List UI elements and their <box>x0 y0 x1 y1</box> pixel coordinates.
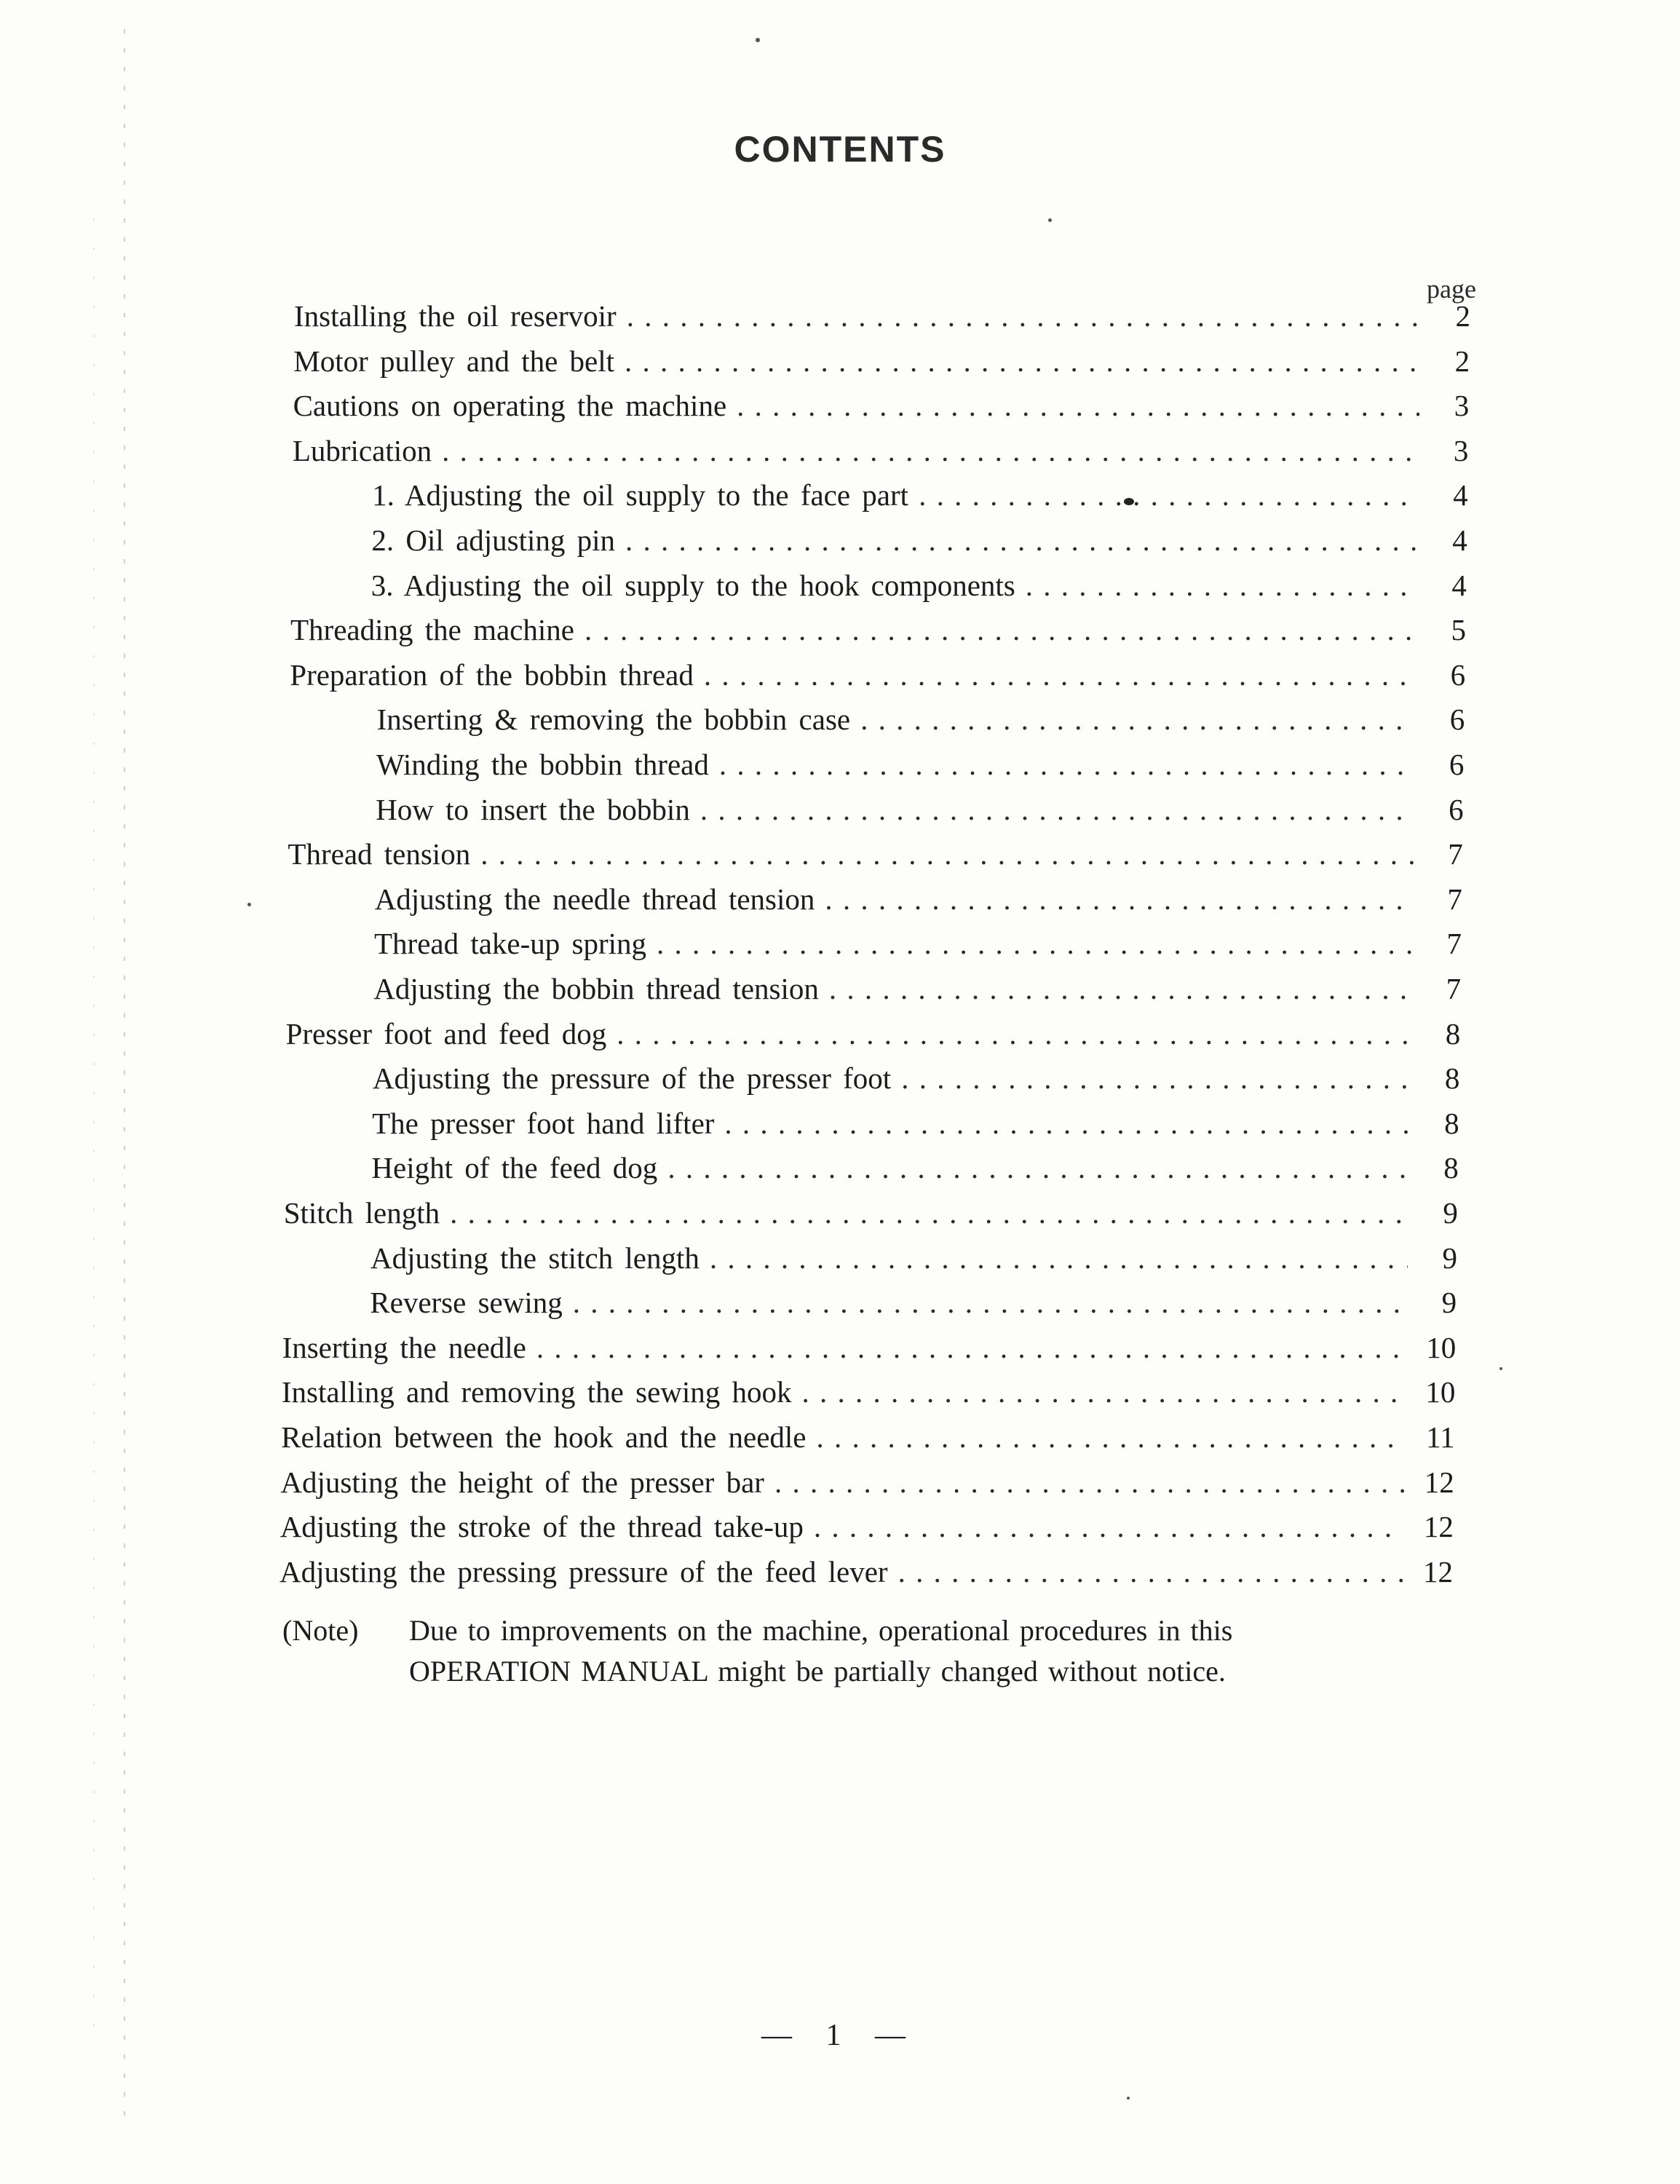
toc-leader-dots <box>898 1554 1403 1589</box>
toc-leader-dots <box>442 433 1419 468</box>
toc-leader-dots <box>860 702 1415 737</box>
scan-speck <box>1048 218 1052 222</box>
toc-entry-page: 7 <box>1446 972 1462 1005</box>
note-text: Due to improvements on the machine, operational procedures in this OPERATION MANUAL might be partially changed without notice. <box>409 1614 1233 1688</box>
toc-entry-label: Relation between the hook and the needle <box>281 1420 807 1454</box>
toc-entry-page: 9 <box>1442 1241 1457 1275</box>
toc-entry-label: Adjusting the pressing pressure of the feed lever <box>280 1554 888 1588</box>
toc-entry-page: 9 <box>1441 1286 1457 1320</box>
toc-entry <box>371 568 1467 609</box>
toc-entry-page: 10 <box>1425 1375 1456 1409</box>
scan-speck <box>1124 498 1134 505</box>
toc-leader-dots <box>617 1016 1411 1051</box>
toc-entry-label: Adjusting the bobbin thread tension <box>373 972 819 1005</box>
toc-leader-dots <box>450 1195 1408 1230</box>
toc-entry <box>376 747 1465 788</box>
toc-entry <box>374 926 1462 967</box>
toc-entry-label: Adjusting the stroke of the thread take-up <box>280 1510 804 1544</box>
toc-entry-page: 6 <box>1449 703 1465 737</box>
toc-entry-page: 3 <box>1453 433 1469 467</box>
toc-leader-dots <box>919 478 1419 513</box>
toc-leader-dots <box>817 1420 1406 1455</box>
toc-leader-dots <box>737 388 1419 423</box>
scan-speck <box>247 903 251 906</box>
toc-entry-label: Thread tension <box>288 837 471 871</box>
page-column-label: page <box>1427 274 1476 304</box>
toc-entry <box>281 1420 1454 1460</box>
note-label: (Note) <box>282 1614 359 1647</box>
toc-entry-page: 8 <box>1444 1061 1460 1096</box>
scan-speck <box>756 38 760 42</box>
toc-leader-dots <box>719 747 1415 782</box>
toc-entry <box>280 1554 1453 1595</box>
toc-entry <box>375 882 1462 922</box>
toc-entry <box>293 344 1470 384</box>
toc-entry-label: Adjusting the needle thread tension <box>374 882 815 916</box>
toc-entry-label: 3. Adjusting the oil supply to the hook components <box>371 568 1015 602</box>
page-number: — 1 — <box>761 2019 919 2052</box>
toc-entry-page: 11 <box>1426 1420 1455 1454</box>
toc-entry-label: Reverse sewing <box>370 1286 563 1320</box>
toc-entry-page: 10 <box>1426 1330 1457 1364</box>
toc-entry-page: 3 <box>1454 389 1470 423</box>
toc-entry <box>280 1509 1454 1550</box>
toc-leader-dots <box>585 612 1416 647</box>
toc-entry <box>371 523 1467 563</box>
toc-entry-label: Adjusting the height of the presser bar <box>280 1465 764 1499</box>
toc-entry-page: 4 <box>1452 523 1467 557</box>
toc-entry <box>372 478 1467 518</box>
toc-leader-dots <box>901 1061 1410 1096</box>
toc-entry-page: 5 <box>1451 613 1466 647</box>
toc-leader-dots <box>829 971 1411 1006</box>
toc-entry <box>293 433 1469 474</box>
toc-entry <box>290 612 1466 653</box>
toc-entry-label: 1. Adjusting the oil supply to the face part <box>372 478 909 513</box>
toc-entry <box>286 1016 1461 1057</box>
toc-entry-page: 12 <box>1423 1510 1454 1544</box>
toc-entry <box>290 657 1465 698</box>
toc-entry-label: Preparation of the bobbin thread <box>290 657 694 692</box>
toc-entry-label: Installing the oil reservoir <box>294 299 617 333</box>
toc-entry-page: 2 <box>1455 299 1470 333</box>
toc-entry-label: The presser foot hand lifter <box>372 1106 715 1140</box>
toc-leader-dots <box>710 1241 1408 1275</box>
toc-entry-label: Motor pulley and the belt <box>293 344 615 378</box>
scan-speck <box>1499 1367 1502 1370</box>
toc-entry-label: Stitch length <box>283 1196 440 1230</box>
toc-leader-dots <box>625 523 1418 558</box>
toc-entry-label: Winding the bobbin thread <box>376 748 709 781</box>
toc-entry-page: 4 <box>1451 568 1467 602</box>
scan-speck <box>1127 2097 1130 2100</box>
toc-leader-dots <box>1026 568 1417 603</box>
toc-entry <box>372 1106 1459 1147</box>
toc-entry <box>373 1061 1460 1101</box>
toc-leader-dots <box>802 1374 1406 1409</box>
toc-entry-page: 7 <box>1448 837 1463 871</box>
toc-entry <box>282 1374 1456 1415</box>
toc-entry <box>280 1465 1454 1506</box>
toc-entry-page: 7 <box>1446 927 1462 961</box>
page-title: CONTENTS <box>734 129 946 170</box>
toc-entry-page: 9 <box>1443 1196 1458 1230</box>
note-block <box>282 1610 1355 1692</box>
toc-entry-label: Installing and removing the sewing hook <box>281 1375 792 1409</box>
toc-leader-dots <box>625 344 1420 379</box>
toc-leader-dots <box>536 1330 1406 1365</box>
toc-entry-page: 6 <box>1449 748 1465 781</box>
toc-entry <box>371 1241 1457 1281</box>
toc-entry-page: 7 <box>1447 882 1462 916</box>
toc-leader-dots <box>704 657 1416 692</box>
toc-entry-page: 6 <box>1449 792 1464 826</box>
toc-entry <box>373 971 1461 1012</box>
toc-leader-dots <box>480 836 1414 871</box>
toc-entry <box>284 1195 1458 1236</box>
toc-entry-label: 2. Oil adjusting pin <box>371 523 616 557</box>
toc-entry-page: 2 <box>1454 344 1470 378</box>
toc-entry-label: Inserting the needle <box>282 1330 526 1364</box>
toc-entry-page: 12 <box>1423 1554 1453 1588</box>
toc-entry <box>376 792 1463 833</box>
toc-entry <box>282 1330 1457 1371</box>
toc-entry-label: Threading the machine <box>290 613 574 647</box>
toc-entry <box>370 1285 1457 1326</box>
toc-entry-label: Cautions on operating the machine <box>293 389 727 423</box>
toc-entry-label: Adjusting the pressure of the presser foot <box>372 1061 892 1096</box>
toc-leader-dots <box>700 792 1414 827</box>
toc-leader-dots <box>627 298 1421 333</box>
toc-entry-page: 8 <box>1445 1016 1461 1051</box>
toc-entry <box>377 702 1465 743</box>
toc-entry-label: Height of the feed dog <box>371 1151 658 1185</box>
toc-entry-label: Thread take-up spring <box>374 927 647 961</box>
toc-entry-label: Lubrication <box>292 433 432 467</box>
toc-leader-dots <box>573 1285 1407 1320</box>
toc-entry-page: 8 <box>1444 1106 1459 1140</box>
toc-leader-dots <box>774 1465 1405 1500</box>
toc-leader-dots <box>825 882 1412 917</box>
toc-entry-page: 6 <box>1450 657 1466 692</box>
toc-entry-label: Inserting & removing the bobbin case <box>376 703 851 737</box>
toc-entry-label: How to insert the bobbin <box>376 792 690 826</box>
toc-leader-dots <box>667 1150 1408 1185</box>
toc-entry-page: 4 <box>1453 478 1468 513</box>
toc-entry-page: 12 <box>1424 1465 1454 1499</box>
toc-entry <box>288 836 1462 877</box>
toc-entry <box>293 388 1470 429</box>
toc-leader-dots <box>814 1509 1404 1544</box>
toc-entry-page: 8 <box>1443 1151 1459 1185</box>
toc-entry-label: Adjusting the stitch length <box>371 1241 700 1275</box>
toc-leader-dots <box>657 926 1412 961</box>
toc-leader-dots <box>724 1106 1409 1141</box>
toc-entry <box>294 298 1470 339</box>
toc-entry-label: Presser foot and feed dog <box>285 1016 607 1051</box>
toc-entry <box>371 1150 1458 1191</box>
